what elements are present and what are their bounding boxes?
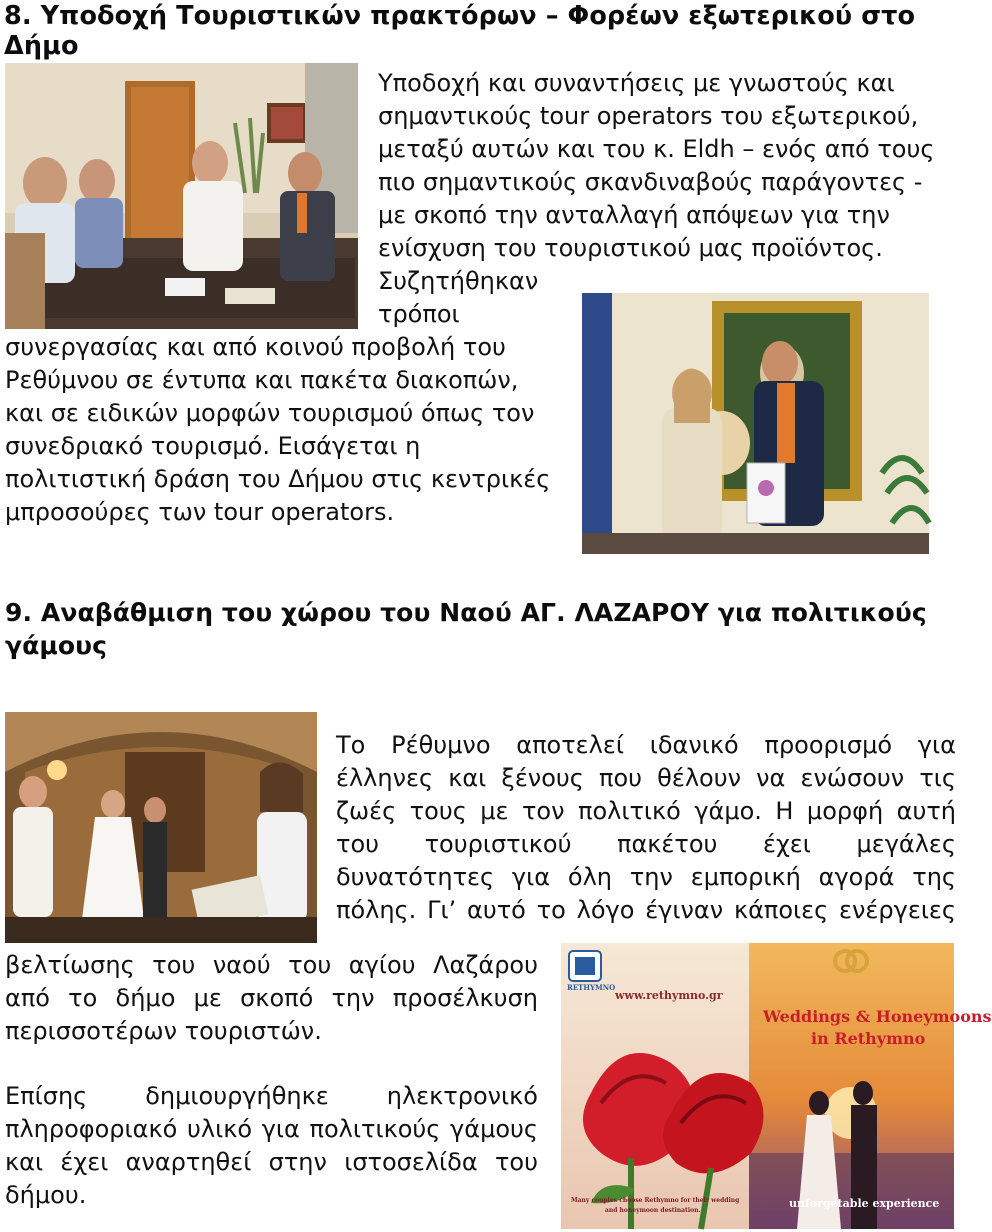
text-line: μπροσούρες των tour operators. <box>5 498 395 526</box>
poster-caption-line2: and honeymoon destination. <box>605 1207 701 1214</box>
poster-caption-line1: Many couples choose Rethymno for their wedding <box>571 1197 740 1204</box>
text-line: ενίσχυση του τουριστικού μας προϊόντος. <box>378 234 883 262</box>
wedding-photo <box>5 712 317 943</box>
text-line: δήμου. <box>5 1181 87 1209</box>
text-line: πολιτιστική δράση του Δήμου στις κεντρικές <box>5 465 551 493</box>
text-line: πιο σημαντικούς σκανδιναβούς παράγοντες - <box>378 168 923 196</box>
text-line: δυνατότητες για όλη την εμπορική αγορά της <box>336 863 956 891</box>
text-line: τρόποι <box>378 300 460 328</box>
poster-title-line1: Weddings & Honeymoons <box>763 1007 992 1026</box>
text-line: συνεδριακό τουρισμό. Εισάγεται η <box>5 432 421 460</box>
section-9-heading-line1: 9. Αναβάθμιση του χώρου του Ναού ΑΓ. ΛΑΖΑΡΟΥ για πολιτικούς <box>5 598 927 627</box>
text-line: από το δήμο με σκοπό την προσέλκυση <box>5 984 538 1012</box>
wedding-poster <box>561 943 992 1229</box>
text-line: του τουριστικού πακέτου έχει μεγάλες <box>336 830 956 858</box>
poster-title-line2: in Rethymno <box>811 1029 926 1048</box>
text-line: Ρεθύμνου σε έντυπα και πακέτα διακοπών, <box>5 366 519 394</box>
text-line: Συζητήθηκαν <box>378 267 539 295</box>
text-line: με σκοπό την ανταλλαγή απόψεων για την <box>378 201 890 229</box>
text-line: Υποδοχή και συναντήσεις με γνωστούς και <box>378 69 895 97</box>
text-line: Επίσης δημιουργήθηκε ηλεκτρονικό <box>5 1082 538 1110</box>
poster-logo-text: RETHYMNO <box>567 983 616 992</box>
text-line: Το Ρέθυμνο αποτελεί ιδανικό προορισμό για <box>336 731 956 759</box>
poster-tagline: unforgetable experience <box>789 1197 940 1210</box>
text-line: σημαντικούς tour operators του εξωτερικού, <box>378 102 919 130</box>
text-line: βελτίωσης του ναού του αγίου Λαζάρου <box>5 951 538 979</box>
text-line: ζωές τους με τον πολιτικό γάμο. Η μορφή αυτή <box>336 797 956 825</box>
meeting-photo <box>5 63 358 329</box>
text-line: μεταξύ αυτών και του κ. Eldh – ενός από τους <box>378 135 935 163</box>
text-line: πόλης. Γι’ αυτό το λόγο έγιναν κάποιες ενέργειες <box>336 896 956 924</box>
gift-exchange-photo <box>582 293 929 554</box>
text-line: συνεργασίας και από κοινού προβολή του <box>5 333 506 361</box>
text-line: έλληνες και ξένους που θέλουν να ενώσουν τις <box>336 764 956 792</box>
section-9-heading-line2: γάμους <box>5 631 108 660</box>
text-line: και σε ειδικών μορφών τουρισμού όπως τον <box>5 399 535 427</box>
text-line: περισσοτέρων τουριστών. <box>5 1017 322 1045</box>
section-8-heading: 8. Υποδοχή Τουριστικών πρακτόρων – Φορέων εξωτερικού στο Δήμο <box>4 1 916 61</box>
poster-url: www.rethymno.gr <box>615 989 723 1002</box>
text-line: πληροφοριακό υλικό για πολιτικούς γάμους <box>5 1115 538 1143</box>
text-line: και έχει αναρτηθεί στην ιστοσελίδα του <box>5 1148 538 1176</box>
